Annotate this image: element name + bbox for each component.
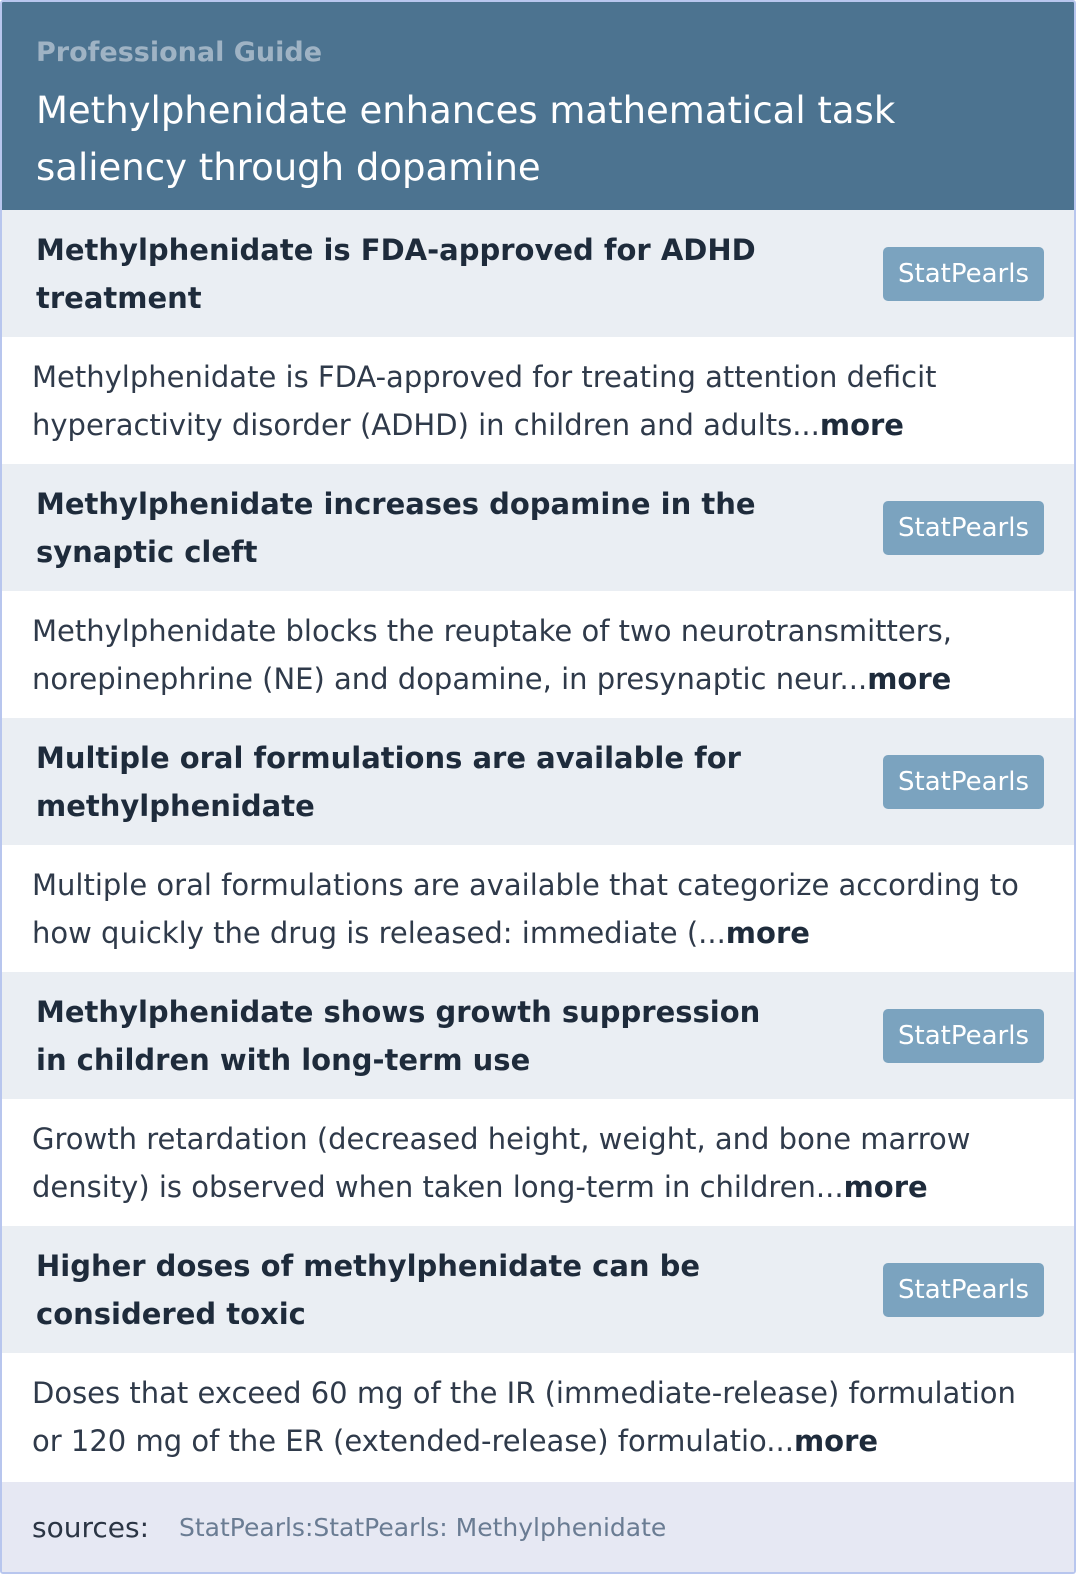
- section-header: [2, 718, 1074, 845]
- sources-label: sources:: [32, 1510, 150, 1544]
- section-text: [32, 607, 1044, 703]
- section-heading: Methylphenidate shows growth suppression in children with long-term use: [36, 994, 761, 1077]
- section-header: [2, 1226, 1074, 1353]
- section-body: [2, 1353, 1074, 1480]
- guide-header: [2, 2, 1074, 210]
- section-body: [2, 1099, 1074, 1226]
- section-heading: Multiple oral formulations are available for methylphenidate: [36, 740, 741, 823]
- source-link[interactable]: StatPearls:StatPearls: Methylphenidate: [179, 1512, 667, 1542]
- section-summary: Methylphenidate is FDA-approved for treating attention deficit hyperactivity disorder (ADHD) in children and adults...: [32, 359, 937, 442]
- source-badge[interactable]: StatPearls: [883, 755, 1044, 809]
- guide-title: Methylphenidate enhances mathematical task saliency through dopamine: [36, 89, 896, 189]
- section-summary: Methylphenidate blocks the reuptake of two neurotransmitters, norepinephrine (NE) and dopamine, in presynaptic neur...: [32, 613, 953, 696]
- source-badge[interactable]: StatPearls: [883, 1263, 1044, 1317]
- section-header: [2, 464, 1074, 591]
- source-badge[interactable]: StatPearls: [883, 247, 1044, 301]
- sources-footer: [2, 1482, 1074, 1572]
- section-summary: Multiple oral formulations are available that categorize according to how quickly the drug is released: immediate (...: [32, 867, 1019, 950]
- section-text: [32, 1369, 1044, 1465]
- section-body: [2, 591, 1074, 718]
- source-badge[interactable]: StatPearls: [883, 501, 1044, 555]
- source-badge[interactable]: StatPearls: [883, 1009, 1044, 1063]
- section-summary: Doses that exceed 60 mg of the IR (immediate-release) formulation or 120 mg of the ER (extended-release) formulatio...: [32, 1375, 1016, 1458]
- more-link[interactable]: more: [867, 661, 952, 696]
- section-body: [2, 845, 1074, 972]
- section-heading: Methylphenidate is FDA-approved for ADHD treatment: [36, 232, 756, 315]
- section-text: [32, 353, 1044, 449]
- section-heading: Methylphenidate increases dopamine in the synaptic cleft: [36, 486, 756, 569]
- more-link[interactable]: more: [725, 915, 810, 950]
- section-header: [2, 210, 1074, 337]
- guide-eyebrow: Professional Guide: [36, 37, 323, 68]
- more-link[interactable]: more: [819, 407, 904, 442]
- section-body: [2, 337, 1074, 464]
- section-text: [32, 1115, 1044, 1211]
- section-heading: Higher doses of methylphenidate can be considered toxic: [36, 1248, 701, 1331]
- section-header: [2, 972, 1074, 1099]
- more-link[interactable]: more: [793, 1423, 879, 1458]
- section-summary: Growth retardation (decreased height, weight, and bone marrow density) is observed when taken long-term in children...: [32, 1121, 971, 1204]
- section-text: [32, 861, 1044, 957]
- more-link[interactable]: more: [843, 1169, 928, 1204]
